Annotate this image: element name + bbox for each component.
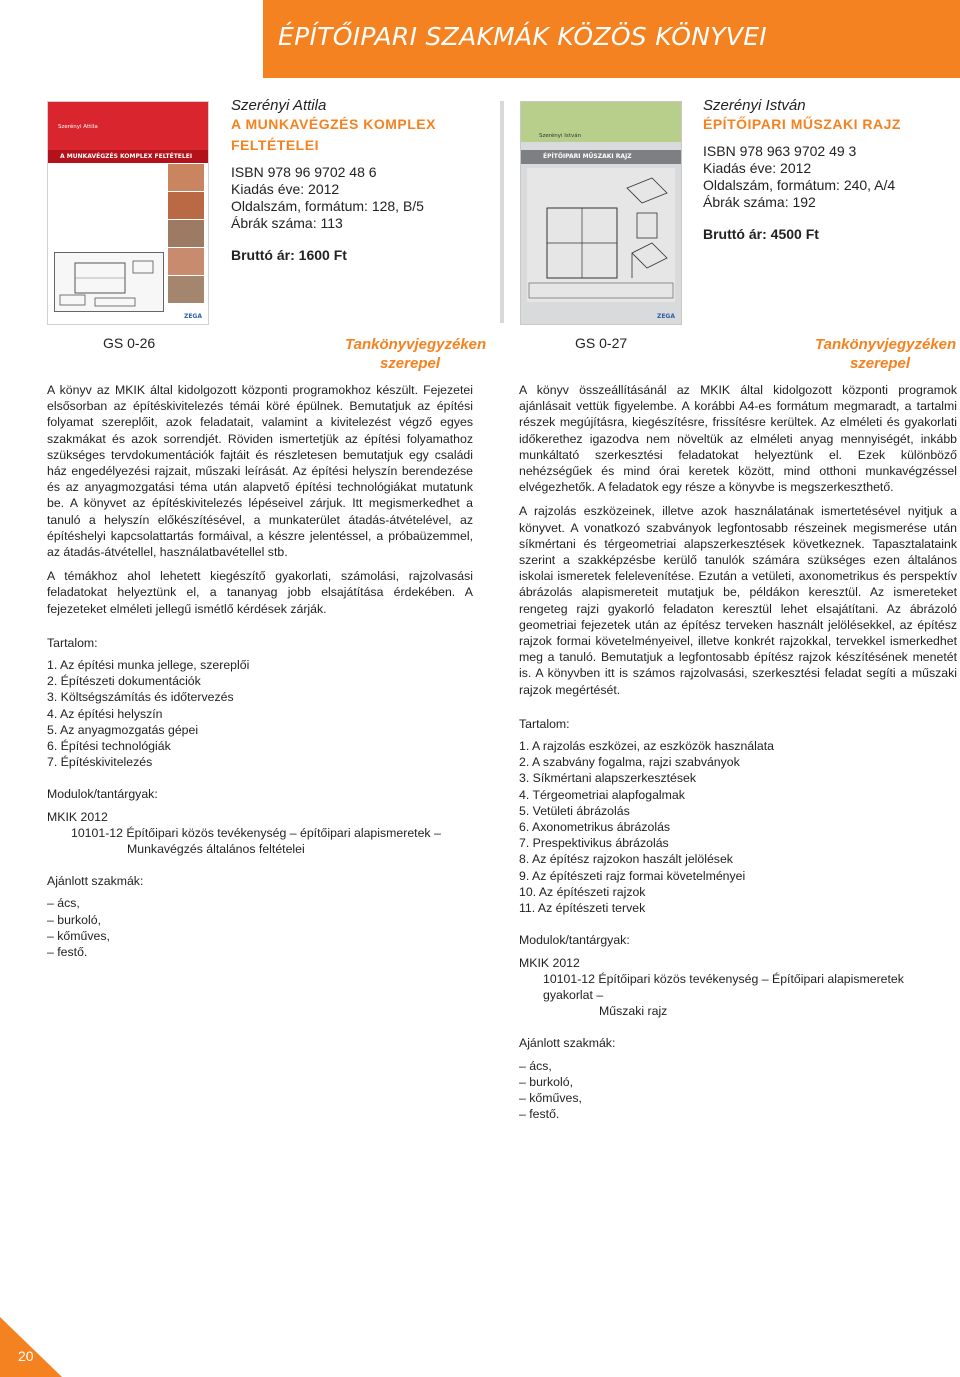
modules-line: 10101-12 Építőipari közös tevékenység – építőipari alapismeretek – — [71, 825, 441, 840]
trades-title: Ajánlott szakmák: — [47, 874, 144, 889]
list-item: 11. Az építészeti tervek — [519, 901, 646, 916]
trades-list — [47, 895, 473, 960]
list-item: – ács, — [47, 896, 80, 911]
textbook-list-badge-1 — [345, 335, 487, 373]
list-item: 9. Az építészeti rajz formai követelményei — [519, 868, 746, 883]
modules-line: Műszaki rajz — [599, 1004, 668, 1019]
book-cover-2 — [520, 101, 682, 325]
book-title-line1: ÉPÍTŐIPARI MŰSZAKI RAJZ — [703, 116, 901, 132]
list-item: 4. Térgeometriai alapfogalmak — [519, 787, 685, 802]
modules-title: Modulok/tantárgyak: — [47, 787, 158, 802]
book-title-line1: A MUNKAVÉGZÉS KOMPLEX — [231, 116, 436, 132]
cover-author: Szerényi István — [539, 133, 582, 139]
modules-line: MKIK 2012 — [47, 809, 108, 824]
book-info-1 — [231, 97, 491, 263]
modules-line: Munkavégzés általános feltételei — [127, 842, 305, 857]
cover-author: Szerényi Attila — [58, 124, 98, 130]
book-price: Bruttó ár: 1600 Ft — [231, 247, 347, 263]
list-item: 1. A rajzolás eszközei, az eszközök használata — [519, 739, 774, 754]
list-item: – kőműves, — [47, 928, 110, 943]
description-paragraph: A könyv az MKIK által kidolgozott központi programokhoz készült. Fejezetei elsősorban az építéskivitelezés témái köré épülnek. Bemutatjuk az építési folyamat szereplőit, azok feladatait, valamint a kivitelezést végző egyes szakmákat és azok sorrendjét. Röviden ismertetjük az építési folyamathoz szükséges tervdokumentációk fajtáit és részletesen bemutatjuk egy családi ház engedélyezési rajzait, műszaki leírását. Az építési helyszín berendezése és az anyagmozgatási téma után alapvető építési technológiákat mutatunk be. A könyvet az építéskivitelezés lépéseivel zárjuk. Itt megismerkedhet a tanuló a helyszín előkészítésével, a munkaterület átadás-átvételével, az építéshelyi kapcsolattartás formáival, a készre jelentéssel, a próbaüzemmel, az átadás-átvétellel, használatbavétellel stb. — [47, 383, 473, 560]
trades-title: Ajánlott szakmák: — [519, 1036, 616, 1051]
list-item: 6. Építési technológiák — [47, 739, 171, 754]
modules-line: 10101-12 Építőipari közös tevékenység – Építőipari alapismeretek gyakorlat – — [543, 971, 904, 1002]
list-item: 5. Az anyagmozgatás gépei — [47, 722, 199, 737]
list-item: – kőműves, — [519, 1090, 582, 1105]
list-item: 10. Az építészeti rajzok — [519, 884, 646, 899]
list-item: 5. Vetületi ábrázolás — [519, 803, 630, 818]
listed-line1: Tankönyvjegyzéken — [345, 336, 487, 353]
book-author: Szerényi Attila — [231, 97, 327, 114]
page-header-bar — [263, 0, 960, 78]
contents-title: Tartalom: — [519, 716, 570, 731]
page-header-title: ÉPÍTŐIPARI SZAKMÁK KÖZÖS KÖNYVEI — [278, 22, 767, 51]
description-paragraph: A témákhoz ahol lehetett kiegészítő gyakorlati, számolási, rajzolvasási feladatokat helyeztünk el, a tananyag jobb elsajátítása érdekében. A fejezeteket elméleti jellegű ismétlő kérdések zárják. — [47, 569, 473, 616]
technical-drawing-image — [527, 168, 675, 302]
book-isbn: ISBN 978 96 9702 48 6 — [231, 164, 377, 180]
cover-band — [48, 102, 208, 150]
textbook-list-badge-2 — [815, 335, 957, 373]
list-item: – festő. — [519, 1107, 560, 1122]
book-price: Bruttó ár: 4500 Ft — [703, 226, 819, 242]
list-item: 4. Az építési helyszín — [47, 706, 163, 721]
book-figures: Ábrák száma: 113 — [231, 215, 343, 231]
trades-list — [519, 1058, 957, 1123]
book-format: Oldalszám, formátum: 128, B/5 — [231, 198, 424, 214]
book-cover-1 — [47, 101, 209, 325]
description-paragraph: A könyv összeállításánál az MKIK által kidolgozott központi programok ajánlásait vettük figyelembe. A korábbi A4-es formátum megmaradt, a tartalmi részek megújításra, kiegészítésre, frissítésre kerültek. Az elméleti és gyakorlati időkerethez igazodva nem növeltük az elméleti anyag mennyiségét, inkább munkáltató szerkesztési feladatokat helyeztünk el. Ezek különböző nehézségűek és mind órai keretek között, mind otthoni munkavégzéssel elvégezhetők. A feladatok egy része a könyvbe is megszerkeszthető. — [519, 383, 957, 495]
site-plan-image — [54, 252, 164, 312]
list-item: 2. A szabvány fogalma, rajzi szabványok — [519, 755, 740, 770]
contents-list — [47, 657, 473, 770]
book-description-2 — [519, 382, 957, 1122]
list-item: 6. Axonometrikus ábrázolás — [519, 820, 671, 835]
list-item: – burkoló, — [47, 912, 102, 927]
contents-title: Tartalom: — [47, 635, 98, 650]
column-divider — [500, 101, 504, 323]
listed-line1: Tankönyvjegyzéken — [815, 336, 957, 353]
list-item: 8. Az építész rajzokon haszált jelölések — [519, 852, 733, 867]
book-format: Oldalszám, formátum: 240, A/4 — [703, 177, 896, 193]
modules-line: MKIK 2012 — [519, 955, 580, 970]
book-description-1 — [47, 382, 473, 960]
cover-title-strip — [48, 150, 208, 163]
book-title-line2: FELTÉTELEI — [231, 137, 319, 153]
page-corner-triangle — [0, 1317, 62, 1377]
modules-title: Modulok/tantárgyak: — [519, 933, 630, 948]
book-info-2 — [703, 97, 943, 242]
book-author: Szerényi István — [703, 97, 806, 114]
book-code-2: GS 0-27 — [575, 335, 628, 351]
book-figures: Ábrák száma: 192 — [703, 194, 816, 210]
list-item: 2. Építészeti dokumentációk — [47, 674, 201, 689]
book-isbn: ISBN 978 963 9702 49 3 — [703, 143, 857, 159]
listed-line2: szerepel — [849, 355, 911, 372]
list-item: – festő. — [47, 945, 88, 960]
list-item: – burkoló, — [519, 1074, 574, 1089]
book-year: Kiadás éve: 2012 — [703, 160, 812, 176]
cover-title: A MUNKAVÉGZÉS KOMPLEX FELTÉTELEI — [60, 153, 193, 160]
list-item: – ács, — [519, 1058, 552, 1073]
list-item: 7. Építéskivitelezés — [47, 755, 153, 770]
publisher-logo: ZEGA — [656, 313, 675, 320]
cover-title-strip — [521, 150, 681, 164]
book-year: Kiadás éve: 2012 — [231, 181, 340, 197]
list-item: 3. Síkmértani alapszerkesztések — [519, 771, 697, 786]
listed-line2: szerepel — [379, 355, 441, 372]
list-item: 1. Az építési munka jellege, szereplői — [47, 658, 250, 673]
book-code-1: GS 0-26 — [103, 335, 156, 351]
list-item: 3. Költségszámítás és időtervezés — [47, 690, 234, 705]
cover-title: ÉPÍTŐIPARI MŰSZAKI RAJZ — [543, 153, 632, 160]
contents-list — [519, 738, 957, 916]
page-number: 20 — [18, 1348, 34, 1364]
publisher-logo: ZEGA — [183, 313, 202, 320]
description-paragraph: A rajzolás eszközeinek, illetve azok használatának ismertetésével nyitjuk a könyvet. A vonatkozó szabványok legfontosabb részeinek megismerése után síkmértani és térgeometriai alapszerkesztések következnek. Tapasztalataink szerint a szakképzésbe kerülő tanulók számára szükséges ezen általános iskolai ismeretek felelevenítése. Ezután a vetületi, axonometrikus és perspektív ábrázolás alapismereteit mutatjuk be, példákon keresztül. Az ismereteket rengeteg rajzi gyakorló feladaton keresztül lehet elsajátítani. Az ábrázoló geometriai fejezetek után az építész terveken használt jelölésekkel, az építész rajzok formai követelményeivel, illetve konkrét rajzokkal, tervekkel ismerkedhet meg a tanuló. Bemutatjuk a legfontosabb építész rajzok készítésének menetét is. A könyvben itt is számos rajzolvasási, szerkesztési feladat segíti a műszaki rajzok megértését. — [519, 504, 957, 697]
cover-photos — [168, 164, 204, 304]
list-item: 7. Prespektivikus ábrázolás — [519, 836, 669, 851]
